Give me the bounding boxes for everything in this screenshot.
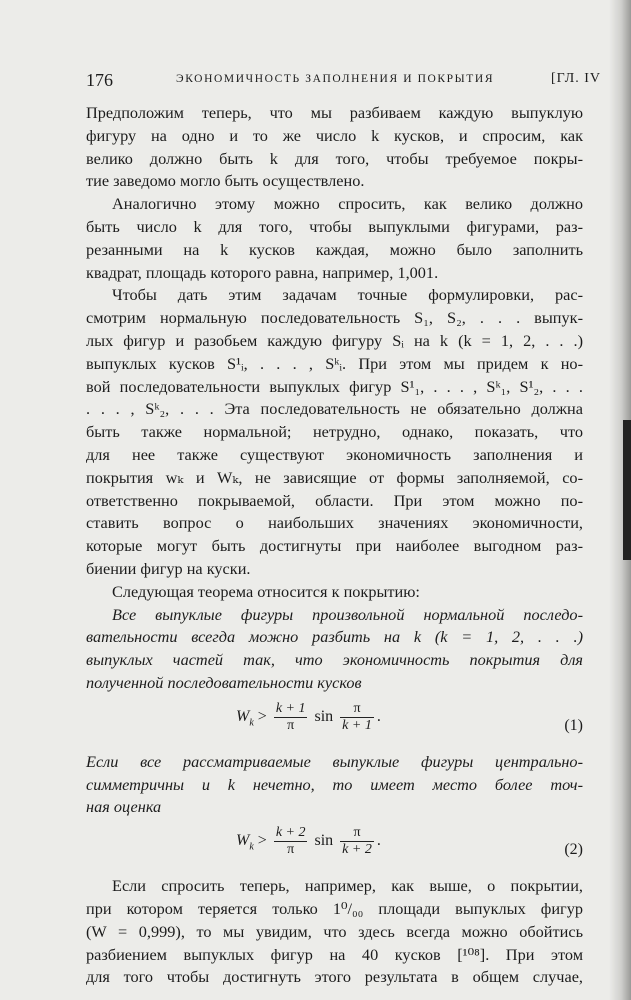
formula-lhs: W [236, 832, 250, 850]
chapter-label: [ГЛ. IV [551, 71, 601, 86]
text-line: Следующая теорема относится к покрытию: [112, 581, 420, 601]
text-line: вательности всегда можно разбить на k (k = 1, 2, . . .) [86, 627, 583, 647]
formula-relation: > [257, 707, 267, 725]
formula-relation: > [257, 832, 267, 850]
argument-numerator: π [340, 701, 374, 718]
formula-function: sin [314, 832, 334, 850]
text-line: которые могут быть достигнуты при наиболее выгодном раз- [86, 536, 583, 556]
page-edge-mark [623, 420, 631, 560]
theorem-statement [86, 604, 583, 695]
formula-1-number: (1) [564, 716, 583, 734]
paragraph-3 [86, 284, 583, 580]
argument-denominator: k + 2 [342, 842, 372, 858]
formula-fraction [274, 701, 308, 734]
text-line: биении фигур на куски. [86, 558, 251, 578]
argument-denominator: k + 1 [342, 717, 372, 733]
argument-numerator: π [340, 825, 374, 842]
page-header [86, 70, 601, 96]
fraction-denominator: π [287, 842, 295, 858]
text-line: ная оценка [86, 797, 162, 817]
running-head: ЭКОНОМИЧНОСТЬ ЗАПОЛНЕНИЯ И ПОКРЫТИЯ [176, 73, 495, 85]
text-line: . . . , Sᵏ₂, . . . Эта последовательность не обязательно должна [86, 399, 583, 419]
text-line: велико должно быть k для того, чтобы требуемое покры- [86, 148, 583, 168]
theorem-statement-2 [86, 751, 583, 819]
formula-2-expression [236, 825, 381, 858]
text-line: вой последовательности выпуклых фигур S¹₁, . . . , Sᵏ₁, S¹₂, . . . [86, 376, 583, 396]
formula-argument-fraction [340, 701, 374, 734]
text-line: Если спросить теперь, например, как выше, о покрытии, [112, 876, 583, 896]
formula-lhs: W [236, 707, 250, 725]
text-line: симметричны и k нечетно, то имеет место более точ- [86, 774, 583, 794]
text-line: квадрат, площадь которого равна, например, 1,001. [86, 262, 439, 282]
formula-1 [86, 695, 583, 751]
text-line: смотрим нормальную последовательность S₁, S₂, . . . выпук- [86, 308, 583, 328]
text-line: выпуклых частей так, что экономичность покрытия для [86, 650, 583, 670]
text-line: фигуру на одно и то же число k кусков, и спросим, как [86, 125, 583, 145]
formula-fraction [274, 825, 308, 858]
page-number: 176 [86, 70, 113, 90]
text-line: Все выпуклые фигуры произвольной нормальной последо- [112, 604, 583, 624]
text-line: покрытия wₖ и Wₖ, не зависящие от формы заполняемой, со- [86, 467, 583, 487]
formula-end: . [376, 832, 381, 850]
text-line: лых фигур и разобьем каждую фигуру Sᵢ на k (k = 1, 2, . . .) [86, 330, 583, 350]
text-line: полученной последовательности кусков [86, 672, 362, 692]
formula-subscript: k [249, 717, 254, 729]
text-line: Аналогично этому можно спросить, как велико должно [112, 194, 583, 214]
text-line: резанными на k кусков каждая, можно было заполнить [86, 239, 583, 259]
text-line: для того чтобы достигнуть этого результата в общем случае, [86, 967, 583, 987]
text-line: выпуклых кусков S¹ᵢ, . . . , Sᵏᵢ. При этом мы придем к но- [86, 353, 583, 373]
formula-subscript: k [249, 841, 254, 853]
paragraph-1 [86, 102, 583, 193]
formula-1-expression [236, 701, 381, 734]
paragraph-4 [86, 581, 583, 604]
text-line: быть также нормальной; нетрудно, однако, показать, что [86, 422, 583, 442]
formula-function: sin [314, 707, 334, 725]
main-text [86, 102, 583, 989]
fraction-denominator: π [287, 717, 295, 733]
text-line: Чтобы дать этим задачам точные формулировки, рас- [112, 285, 583, 305]
text-line: Предположим теперь, что мы разбиваем каждую выпуклую [86, 103, 583, 122]
text-line: быть число k для того, чтобы выпуклыми фигурами, раз- [86, 216, 583, 236]
text-line: Если все рассматриваемые выпуклые фигуры центрально- [86, 751, 583, 771]
text-line: ответственно покрываемой, области. При этом можно по- [86, 490, 583, 510]
fraction-numerator: k + 1 [275, 700, 306, 716]
formula-argument-fraction [340, 825, 374, 858]
formula-2 [86, 819, 583, 875]
paragraph-5 [86, 875, 583, 989]
text-line: ставить вопрос о наибольших значениях экономичности, [86, 513, 583, 533]
formula-end: . [376, 707, 381, 725]
text-line: при котором теряется только 1⁰/₀₀ площади выпуклых фигур [86, 898, 583, 918]
paragraph-2 [86, 193, 583, 284]
text-line: для нее также существуют экономичность заполнения и [86, 444, 583, 464]
text-line: разбиением выпуклых фигур на 40 кусков [¹⁰⁸]. При этом [86, 944, 583, 964]
text-line: (W = 0,999), то мы увидим, что здесь всегда можно обойтись [86, 921, 583, 941]
text-line: тие заведомо могло быть осуществлено. [86, 171, 365, 191]
formula-2-number: (2) [564, 841, 583, 859]
fraction-numerator: k + 2 [275, 825, 306, 841]
